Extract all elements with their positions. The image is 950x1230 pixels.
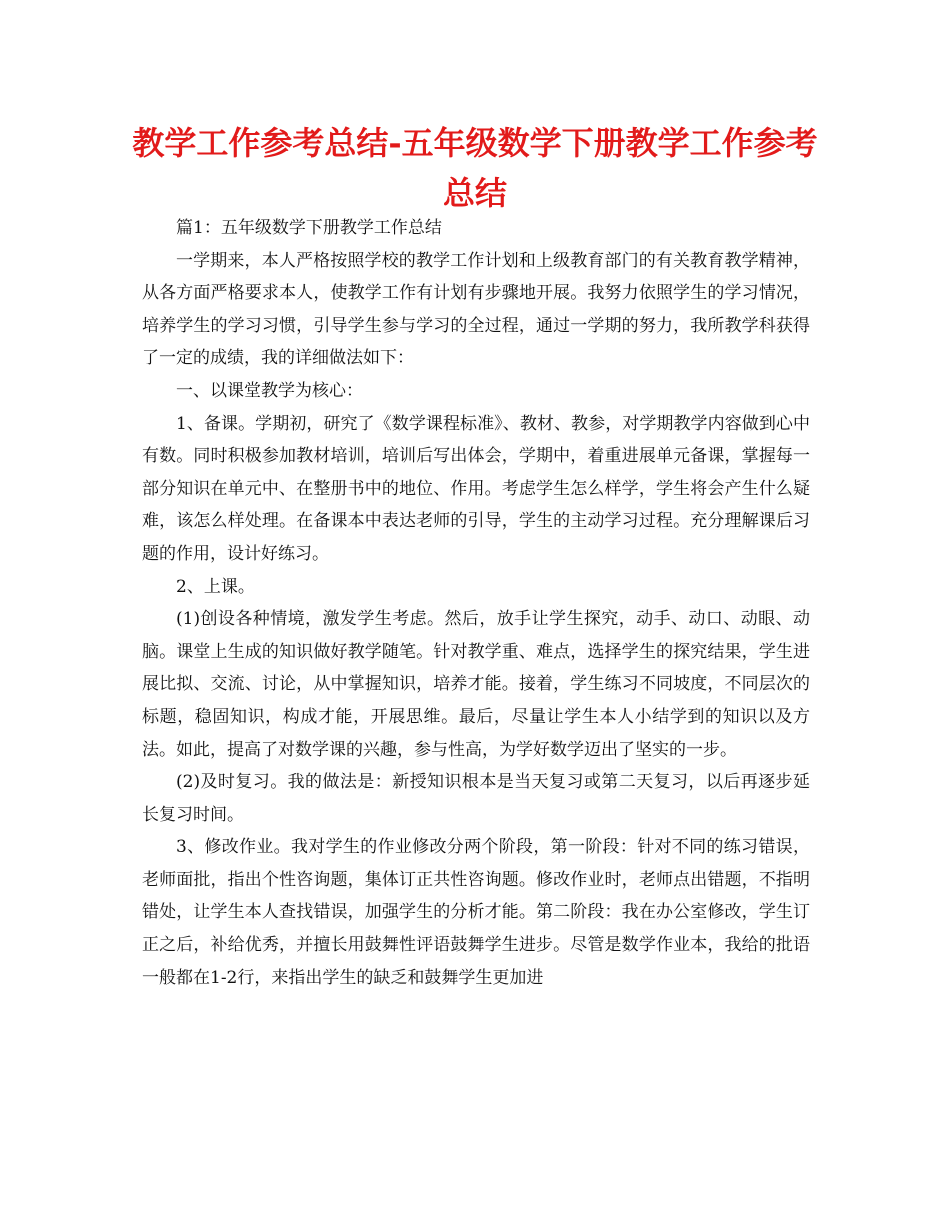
document-body [142, 212, 810, 994]
paragraph-lesson-prep: 1、备课。学期初，研究了《数学课程标准》、教材、教参，对学期教学内容做到心中有数。同时积极参加教材培训，培训后写出体会，学期中，着重进展单元备课，掌握每一部分知识在单元中、在整册书中的地位、作用。考虑学生怎么样学，学生将会产生什么疑难，该怎么样处理。在备课本中表达老师的引导，学生的主动学习过程。充分理解课后习题的作用，设计好练习。 [142, 413, 810, 564]
paragraph-class-point-2: (2)及时复习。我的做法是：新授知识根本是当天复习或第二天复习，以后再逐步延长复习时间。 [142, 772, 810, 825]
paragraph-homework: 3、修改作业。我对学生的作业修改分两个阶段，第一阶段：针对不同的练习错误，老师面批，指出个性咨询题，集体订正共性咨询题。修改作业时，老师点出错题，不指明错处，让学生本人查找错误，加强学生的分析才能。第二阶段：我在办公室修改，学生订正之后，补给优秀，并擅长用鼓舞性评语鼓舞学生进步。尽管是数学作业本，我给的批语一般都在1-2行，来指出学生的缺乏和鼓舞学生更加进 [142, 837, 810, 988]
paragraph-section-heading: 篇1：五年级数学下册教学工作总结 [176, 218, 442, 238]
paragraph-intro: 一学期来，本人严格按照学校的教学工作计划和上级教育部门的有关教育教学精神，从各方面严格要求本人，使教学工作有计划有步骤地开展。我努力依照学生的学习情况，培养学生的学习习惯，引导学生参与学习的全过程，通过一学期的努力，我所教学科获得了一定的成绩，我的详细做法如下： [142, 250, 810, 369]
document-title: 教学工作参考总结-五年级数学下册教学工作参考总结 [132, 124, 818, 212]
paragraph-heading-core: 一、以课堂教学为核心： [176, 380, 363, 401]
paragraph-class-heading: 2、上课。 [176, 576, 255, 597]
paragraph-class-point-1: (1)创设各种情境，激发学生考虑。然后，放手让学生探究，动手、动口、动眼、动脑。课堂上生成的知识做好教学随笔。针对教学重、难点，选择学生的探究结果，学生进展比拟、交流、讨论，从中掌握知识，培养才能。接着，学生练习不同坡度，不同层次的标题，稳固知识，构成才能，开展思维。最后，尽量让学生本人小结学到的知识以及方法。如此，提高了对数学课的兴趣，参与性高，为学好数学迈出了坚实的一步。 [142, 609, 810, 760]
